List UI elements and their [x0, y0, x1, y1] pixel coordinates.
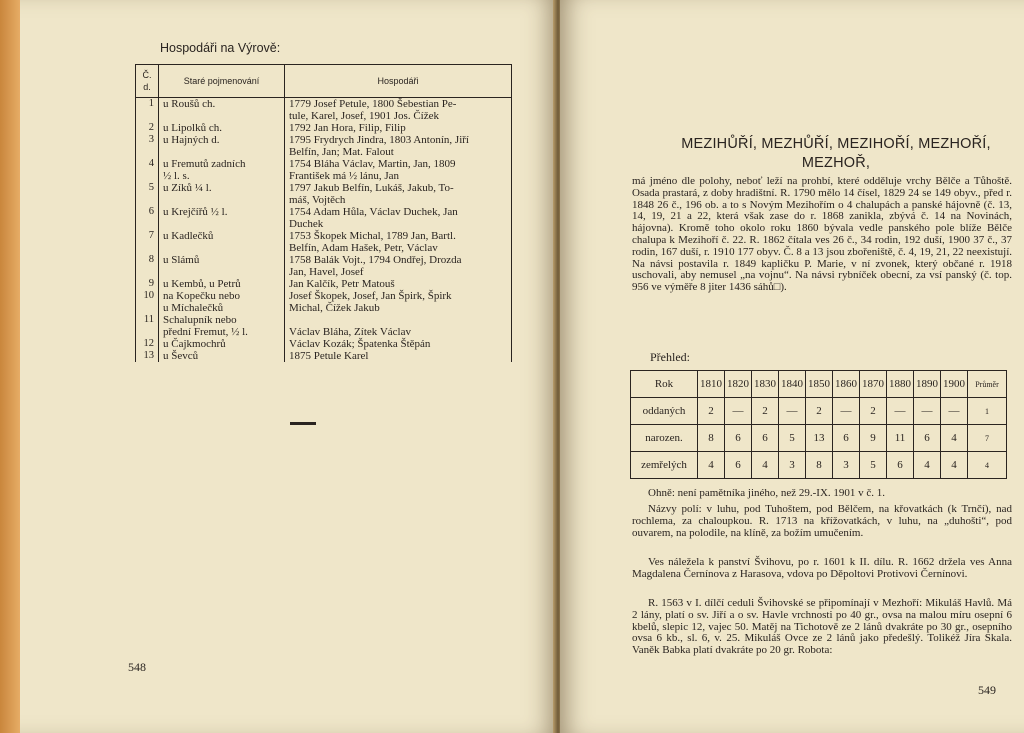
page-number-right: 549 — [978, 683, 996, 697]
table-cell-line — [163, 242, 280, 254]
table-cell-line: 12 — [143, 338, 154, 349]
stats-cell: 4 — [968, 452, 1007, 479]
table-cell-line: tule, Karel, Josef, 1901 Jos. Čížek — [289, 110, 439, 122]
book-edge — [0, 0, 22, 733]
field-names-paragraph: Názvy polí: v luhu, pod Tuhoštem, pod Bělčem, na křovatkách (k Trnčí), nad rochlema, za chaloupkou. R. 1713 na křížovatkách, v luhu, na „duhošti“, pod ouvarem, na polodile, na klíně, za božím umučením. — [632, 503, 1012, 539]
intro-paragraph: má jméno dle polohy, neboť leží na prohbí, které odděluje vrchy Bělče a Tůhoště. Osada prastará, z doby hradištní. R. 1790 mělo 14 čísel, 1829 24 se 149 obyv., před r. 1848 26 č., 196 ob. a to s Novým Mezihořím o 4 chalupách a panské hájovně (č. 13, 14, 19, 21 a 22, která však zase do r. 1868 zanikla, zbývá č. 14 na Novinách, hájovna). Kromě toho okolo roku 1860 bývala vedle panského pole blíže Bělče chalupa k Mezihoří č. 22. R. 1862 čítala ves 26 č., 34 rodin, 192 duší, 1900 37 č., 37 rodin, 167 duší, r. 1910 177 obyv. Č. 8 a 13 jsou zbořeniště, č. 4, 19, 21, 22 neexistují. Na návsi postavila r. 1849 kapličku P. Marie, v ní zvonek, který občané r. 1918 uschovali, aby nemusel „na vojnu“. Na návsi rybníček obecní, za vsí panský (č. top. 956 ve výměře 8 jiter 1436 sáhů□). — [632, 175, 1012, 294]
table-cell-line — [163, 218, 280, 230]
header-old-names: Staré pojmenování — [159, 65, 285, 98]
stats-cell: 1870 — [860, 371, 887, 398]
population-stats-table — [630, 370, 1007, 479]
stats-cell: 2 — [860, 398, 887, 425]
stats-cell: 4 — [941, 452, 968, 479]
table-cell-line — [163, 194, 280, 206]
table-cell-line — [163, 110, 280, 122]
table-cell-line: u Kembů, u Petrů — [163, 278, 241, 290]
stats-row-label: zemřelých — [631, 452, 698, 479]
stats-cell: 1830 — [752, 371, 779, 398]
village-title-line2: MEZHOŘ, — [801, 155, 871, 171]
stats-cell: 6 — [914, 425, 941, 452]
table-cell-line: 11 — [143, 314, 154, 325]
stats-cell: 6 — [833, 425, 860, 452]
table-cell-line: 1 — [148, 98, 154, 109]
village-title — [656, 135, 1016, 173]
page-number-left: 548 — [128, 660, 146, 674]
table-cell-line: máš, Vojtěch — [289, 194, 346, 206]
stats-cell: 5 — [860, 452, 887, 479]
stats-cell: 4 — [941, 425, 968, 452]
stats-cell: Průměr — [968, 371, 1007, 398]
table-cell-line: Václav Bláha, Zítek Václav — [289, 326, 411, 338]
stats-cell: 1820 — [725, 371, 752, 398]
table-cell-line — [140, 326, 154, 338]
table-cell-line: Michal, Čížek Jakub — [289, 302, 380, 314]
right-page — [560, 0, 1024, 733]
table-cell-line: Schalupník nebo — [163, 314, 237, 326]
table-cell-line: u Ševců — [163, 350, 199, 362]
stats-cell: 7 — [968, 425, 1007, 452]
table-cell-line — [140, 242, 154, 254]
section-separator — [290, 422, 316, 425]
stats-cell: — — [941, 398, 968, 425]
stats-row — [631, 398, 1007, 425]
stats-cell: 4 — [914, 452, 941, 479]
table-cell-line: u Krejčířů ½ l. — [163, 206, 228, 218]
table-cell-line: u Čajkmochrů — [163, 338, 226, 350]
table-cell-line: Jan, Havel, Josef — [289, 266, 364, 278]
table-cell-line: u Míchalečků — [163, 302, 224, 314]
stats-cell: 9 — [860, 425, 887, 452]
table-cell-line: 8 — [148, 254, 154, 265]
table-cell-line — [140, 266, 154, 278]
table-cell-line: u Lipolků ch. — [163, 122, 222, 134]
table-cell-line: u Kadlečků — [163, 230, 214, 242]
history-1563-paragraph: R. 1563 v I. dílčí ceduli Švihovské se připomínají v Mezhoří: Mikuláš Havlů. Má 2 lány, platí o sv. Jiří a o sv. Havle vrchnosti po 40 gr., ovsa na malou míru osepní 6 kbelů, slepic 12, vajec 50. Matěj na Tichotově ze 2 lánů dvakráte po 30 gr., osepního ovsa 6 kb., sl. 6, v. 25. Mikuláš Ovce ze 2 lánů jako předešlý. Tolikéž Jíra Skala. Vaněk Babka platí dvakráte po 20 gr. Robota: — [632, 597, 1012, 657]
table-cell-line — [163, 146, 280, 158]
stats-cell: 13 — [806, 425, 833, 452]
table-cell-line: u Hajných d. — [163, 134, 220, 146]
table-cell-line: u Zíků ¼ l. — [163, 182, 212, 194]
table-cell-line: přední Fremut, ½ l. — [163, 326, 248, 338]
header-farmers: Hospodáři — [285, 65, 512, 98]
stats-cell: 4 — [752, 452, 779, 479]
stats-row-label: oddaných — [631, 398, 698, 425]
stats-cell: 1860 — [833, 371, 860, 398]
table-cell-line: 4 — [148, 158, 154, 169]
stats-cell: — — [779, 398, 806, 425]
farmers-table — [135, 64, 512, 362]
table-cell-line: František má ½ lánu, Jan — [289, 170, 399, 182]
table-cell-line: ½ l. s. — [163, 170, 190, 182]
village-title-line1: MEZIHŮŘÍ, MEZHŮŘÍ, MEZIHOŘÍ, MEZHOŘÍ, — [681, 136, 991, 152]
stats-cell: 8 — [698, 425, 725, 452]
table-cell-line: 1797 Jakub Belfín, Lukáš, Jakub, To- — [289, 182, 454, 194]
stats-row-label: narozen. — [631, 425, 698, 452]
stats-row-label: Rok — [631, 371, 698, 398]
stats-cell: 3 — [833, 452, 860, 479]
stats-cell: 6 — [752, 425, 779, 452]
table-cell-line: Josef Škopek, Josef, Jan Špirk, Špirk — [289, 290, 452, 302]
stats-cell: 6 — [725, 425, 752, 452]
table-cell-line: 2 — [148, 122, 154, 133]
table-cell-line — [140, 218, 154, 230]
table-cell-line: 1754 Bláha Václav, Martin, Jan, 1809 — [289, 158, 456, 170]
stats-cell: 1890 — [914, 371, 941, 398]
table-cell-line: 1754 Adam Hůla, Václav Duchek, Jan — [289, 206, 458, 218]
table-cell-line — [140, 146, 154, 158]
table-cell-line: Václav Kozák; Špatenka Štěpán — [289, 338, 431, 350]
table-cell-line: 10 — [143, 290, 154, 301]
table-cell-line — [140, 170, 154, 182]
stats-cell: — — [725, 398, 752, 425]
table-cell-line: Jan Kalčík, Petr Matouš — [289, 278, 395, 290]
stats-cell: 11 — [887, 425, 914, 452]
table-cell-line: Duchek — [289, 218, 324, 230]
table-cell-line: 1753 Škopek Michal, 1789 Jan, Bartl. — [289, 230, 456, 242]
table-cell-line: 1779 Josef Petule, 1800 Šebestian Pe- — [289, 98, 457, 110]
table-cell-line: 5 — [148, 182, 154, 193]
overview-label: Přehled: — [650, 350, 690, 364]
table-cell-line: u Fremutů zadních — [163, 158, 246, 170]
stats-cell: — — [914, 398, 941, 425]
stats-cell: 2 — [698, 398, 725, 425]
table-cell-line: 1792 Jan Hora, Filip, Filip — [289, 122, 406, 134]
header-house-number: Č. d. — [136, 65, 159, 98]
stats-cell: 8 — [806, 452, 833, 479]
table-cell-line — [140, 110, 154, 122]
table-cell-line: 1875 Petule Karel — [289, 350, 369, 362]
table-cell-line: u Roušů ch. — [163, 98, 216, 110]
table-cell-line: 1795 Frydrych Jindra, 1803 Antonín, Jiří — [289, 134, 469, 146]
table-cell-line: na Kopečku nebo — [163, 290, 240, 302]
old-names-column — [163, 98, 280, 362]
house-numbers-column — [140, 98, 154, 362]
table-cell-line: 9 — [148, 278, 154, 289]
stats-cell: 5 — [779, 425, 806, 452]
table-cell-line: 13 — [143, 350, 154, 361]
table-cell-line: 6 — [148, 206, 154, 217]
stats-cell: — — [833, 398, 860, 425]
stats-cell: 4 — [698, 452, 725, 479]
stats-cell: 1900 — [941, 371, 968, 398]
stats-cell: 6 — [725, 452, 752, 479]
stats-cell: 1840 — [779, 371, 806, 398]
table-cell-line — [140, 194, 154, 206]
stats-row — [631, 425, 1007, 452]
table-cell-line: 3 — [148, 134, 154, 145]
stats-cell: 1880 — [887, 371, 914, 398]
stats-cell: 2 — [752, 398, 779, 425]
stats-cell: 1810 — [698, 371, 725, 398]
table-cell-line: 1758 Balák Vojt., 1794 Ondřej, Drozda — [289, 254, 462, 266]
table-cell-line: Belfín, Adam Hašek, Petr, Václav — [289, 242, 438, 254]
table-cell-line — [289, 314, 507, 326]
table-cell-line: Belfín, Jan; Mat. Falout — [289, 146, 394, 158]
estate-paragraph: Ves náležela k panství Švihovu, po r. 1601 k II. dílu. R. 1662 držela ves Anna Magdalena Černínova z Harasova, vdova po Děpoltovi Protivovi Černínovi. — [632, 556, 1012, 580]
left-page — [20, 0, 556, 733]
table-cell-line — [163, 266, 280, 278]
stats-header-row — [631, 371, 1007, 398]
stats-cell: 3 — [779, 452, 806, 479]
left-page-heading: Hospodáři na Výrově: — [160, 41, 281, 55]
stats-cell: 1850 — [806, 371, 833, 398]
stats-cell: 6 — [887, 452, 914, 479]
table-cell-line: u Slámů — [163, 254, 200, 266]
farmers-column — [289, 98, 507, 362]
stats-cell: 2 — [806, 398, 833, 425]
table-cell-line: 7 — [148, 230, 154, 241]
stats-cell: 1 — [968, 398, 1007, 425]
stats-row — [631, 452, 1007, 479]
table-cell-line — [140, 302, 154, 314]
stats-cell: — — [887, 398, 914, 425]
fires-paragraph: Ohně: není pamětníka jiného, než 29.-IX. 1901 v č. 1. — [648, 487, 886, 499]
